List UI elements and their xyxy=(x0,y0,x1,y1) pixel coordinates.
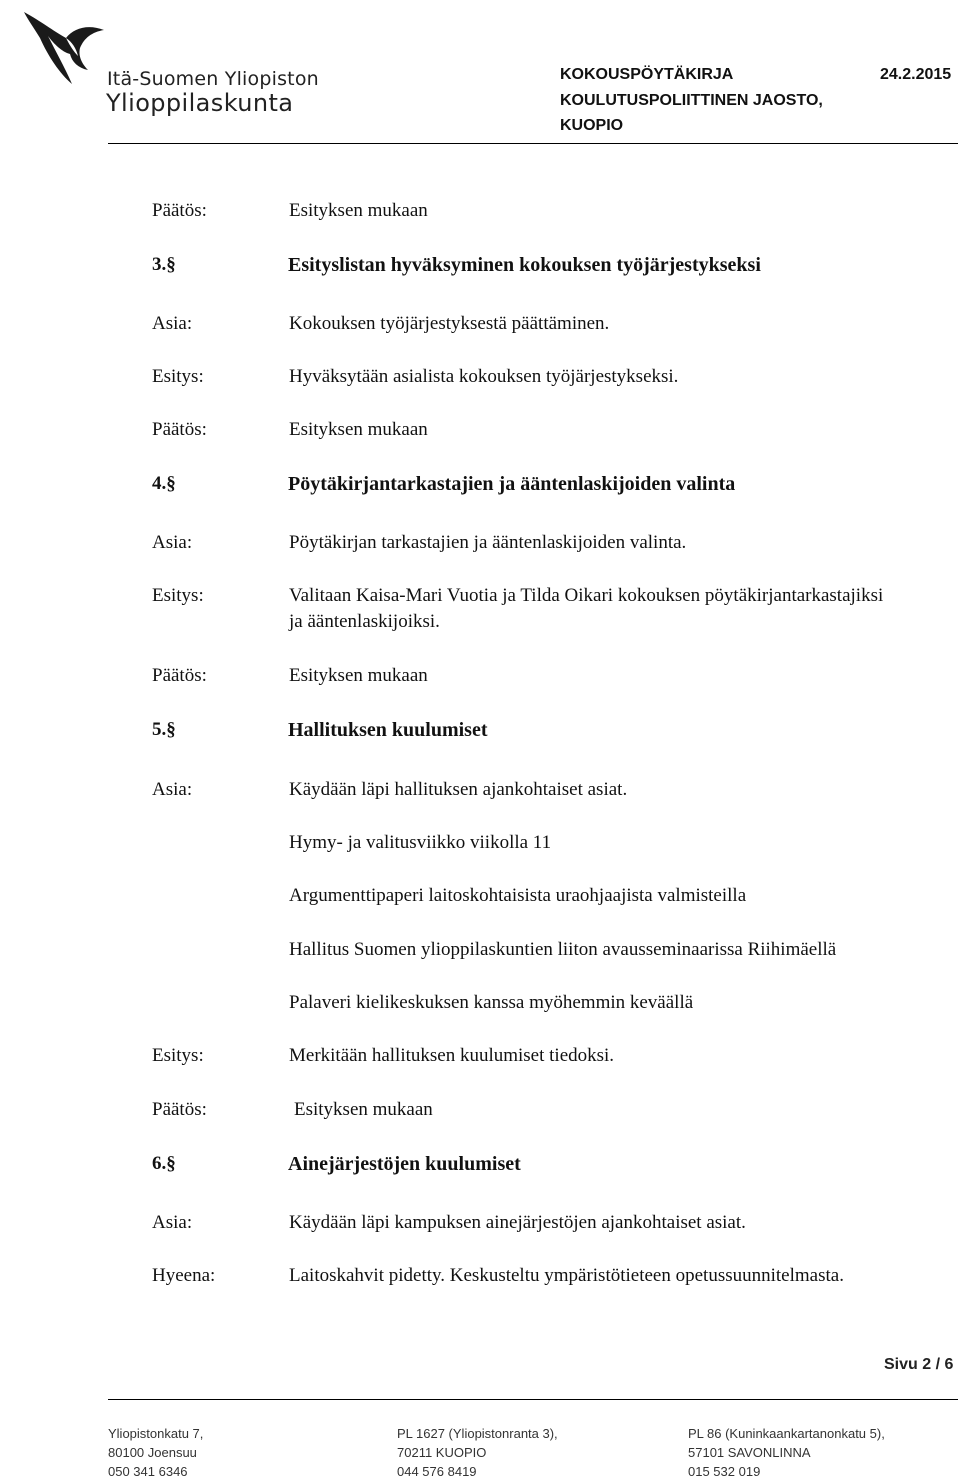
row-label: Hyeena: xyxy=(152,1265,216,1286)
row-text: Pöytäkirjan tarkastajien ja ääntenlaskijoiden valinta. xyxy=(289,532,687,553)
organization-logo xyxy=(22,8,342,116)
footer-address-kuopio xyxy=(397,1424,558,1481)
row-label: Asia: xyxy=(152,1212,193,1233)
logo-text-line1: Itä-Suomen Yliopiston xyxy=(107,68,319,90)
header-divider xyxy=(108,143,958,144)
section-number: 6.§ xyxy=(152,1153,176,1174)
row-label: Esitys: xyxy=(152,366,204,387)
row-text: Käydään läpi hallituksen ajankohtaiset asiat. xyxy=(289,779,628,800)
footer-line: 044 576 8419 xyxy=(397,1464,477,1479)
row-label: Esitys: xyxy=(152,585,204,606)
section-title: Hallituksen kuulumiset xyxy=(288,719,488,741)
row-label: Päätös: xyxy=(152,419,207,440)
footer-divider xyxy=(108,1399,958,1400)
section-title: Pöytäkirjantarkastajien ja ääntenlaskijoiden valinta xyxy=(288,473,736,495)
section-title: Ainejärjestöjen kuulumiset xyxy=(288,1153,521,1175)
footer-line: 70211 KUOPIO xyxy=(397,1445,487,1460)
section-number: 5.§ xyxy=(152,719,176,740)
logo-text-line2: Ylioppilaskunta xyxy=(106,89,294,117)
news-item: Hallitus Suomen ylioppilaskuntien liiton avausseminaarissa Riihimäellä xyxy=(289,939,837,960)
row-text: Esityksen mukaan xyxy=(289,200,428,221)
footer-line: 050 341 6346 xyxy=(108,1464,188,1479)
row-label: Asia: xyxy=(152,779,193,800)
row-text: Merkitään hallituksen kuulumiset tiedoksi. xyxy=(289,1045,615,1066)
row-text-line2: ja ääntenlaskijoiksi. xyxy=(289,611,440,632)
row-text: Esityksen mukaan xyxy=(289,665,428,686)
document-title: KOKOUSPÖYTÄKIRJA xyxy=(560,66,734,83)
row-label: Esitys: xyxy=(152,1045,204,1066)
page-number: Sivu 2 / 6 xyxy=(884,1356,954,1373)
row-text: Hyväksytään asialista kokouksen työjärjestykseksi. xyxy=(289,366,679,387)
row-text-line1: Valitaan Kaisa-Mari Vuotia ja Tilda Oikari kokouksen pöytäkirjantarkastajiksi xyxy=(289,585,884,606)
footer-line: PL 1627 (Yliopistonranta 3), xyxy=(397,1426,558,1441)
row-text: Kokouksen työjärjestyksestä päättäminen. xyxy=(289,313,610,334)
news-item: Argumenttipaperi laitoskohtaisista uraohjaajista valmisteilla xyxy=(289,885,747,906)
row-label: Asia: xyxy=(152,532,193,553)
row-text: Esityksen mukaan xyxy=(294,1099,433,1120)
footer-line: 015 532 019 xyxy=(688,1464,761,1479)
row-label: Päätös: xyxy=(152,200,207,221)
footer-line: 80100 Joensuu xyxy=(108,1445,197,1460)
news-item: Hymy- ja valitusviikko viikolla 11 xyxy=(289,832,552,853)
section-number: 4.§ xyxy=(152,473,176,494)
news-item: Palaveri kielikeskuksen kanssa myöhemmin keväällä xyxy=(289,992,694,1013)
row-label: Päätös: xyxy=(152,665,207,686)
footer-line: 57101 SAVONLINNA xyxy=(688,1445,811,1460)
document-subtitle-line1: KOULUTUSPOLIITTINEN JAOSTO, xyxy=(560,92,823,109)
row-text: Laitoskahvit pidetty. Keskusteltu ympäristötieteen opetussuunnitelmasta. xyxy=(289,1265,844,1286)
footer-address-savonlinna xyxy=(688,1424,885,1481)
document-subtitle-line2: KUOPIO xyxy=(560,117,624,134)
footer-line: Yliopistonkatu 7, xyxy=(108,1426,204,1441)
row-label: Asia: xyxy=(152,313,193,334)
row-text: Esityksen mukaan xyxy=(289,419,428,440)
footer-line: PL 86 (Kuninkaankartanonkatu 5), xyxy=(688,1426,885,1441)
document-date: 24.2.2015 xyxy=(880,66,952,83)
section-number: 3.§ xyxy=(152,254,176,275)
row-label: Päätös: xyxy=(152,1099,207,1120)
footer-address-joensuu xyxy=(108,1424,203,1481)
row-text: Käydään läpi kampuksen ainejärjestöjen ajankohtaiset asiat. xyxy=(289,1212,746,1233)
section-title: Esityslistan hyväksyminen kokouksen työjärjestykseksi xyxy=(288,254,761,276)
